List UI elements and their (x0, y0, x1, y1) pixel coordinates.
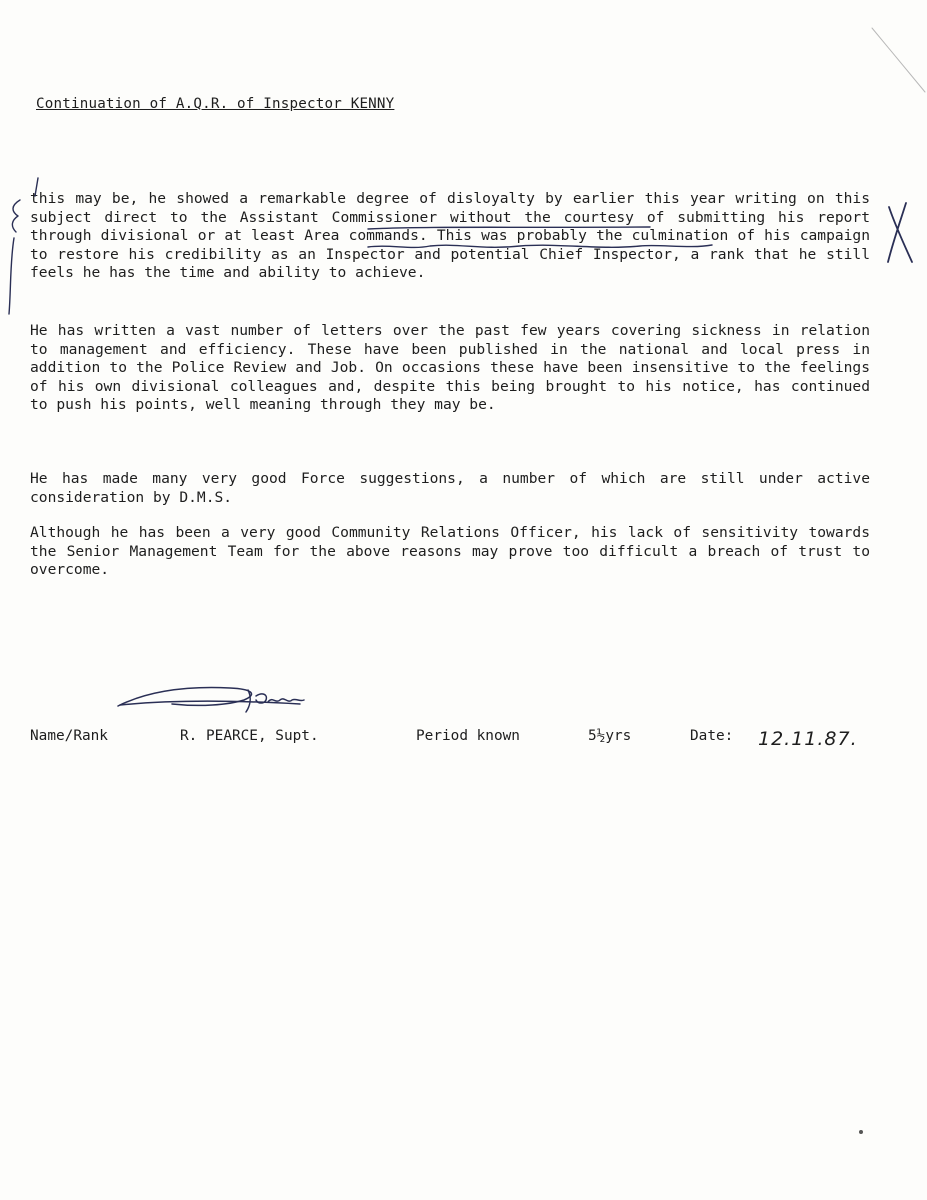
paragraph-2: He has written a vast number of letters over the past few years covering sickness in relation to management and efficiency. These have been published in the national and local press in addition to the Police Review and Job. On occasions these have been insensitive to the feelings of his own divisional colleagues and, despite this being brought to his notice, has continued to push his points, well meaning through they may be. (30, 322, 870, 414)
ink-speck-mark (859, 1130, 863, 1134)
period-known-value: 5½yrs (588, 728, 632, 744)
name-rank-label: Name/Rank (30, 728, 108, 744)
paragraph-4: Although he has been a very good Community Relations Officer, his lack of sensitivity towards the Senior Management Team for the above reasons may prove too difficult a breach of trust to overcome. (30, 524, 870, 579)
paragraph-3: He has made many very good Force suggestions, a number of which are still under active consideration by D.M.S. (30, 470, 870, 506)
signature-icon (118, 688, 304, 712)
period-known-label: Period known (416, 728, 520, 744)
date-value: 12.11.87. (758, 728, 858, 750)
document-title: Continuation of A.Q.R. of Inspector KENNY (36, 96, 395, 112)
margin-x-mark (888, 203, 912, 262)
paragraph-1: this may be, he showed a remarkable degree of disloyalty by earlier this year writing on this subject direct to the Assistant Commissioner without the courtesy of submitting his report through divisional or at least Area commands. This was probably the culmination of his campaign to restore his credibility as an Inspector and potential Chief Inspector, a rank that he still feels he has the time and ability to achieve. (30, 190, 870, 282)
corner-scratch-mark (872, 28, 925, 92)
name-rank-value: R. PEARCE, Supt. (180, 728, 319, 744)
date-label: Date: (690, 728, 734, 744)
